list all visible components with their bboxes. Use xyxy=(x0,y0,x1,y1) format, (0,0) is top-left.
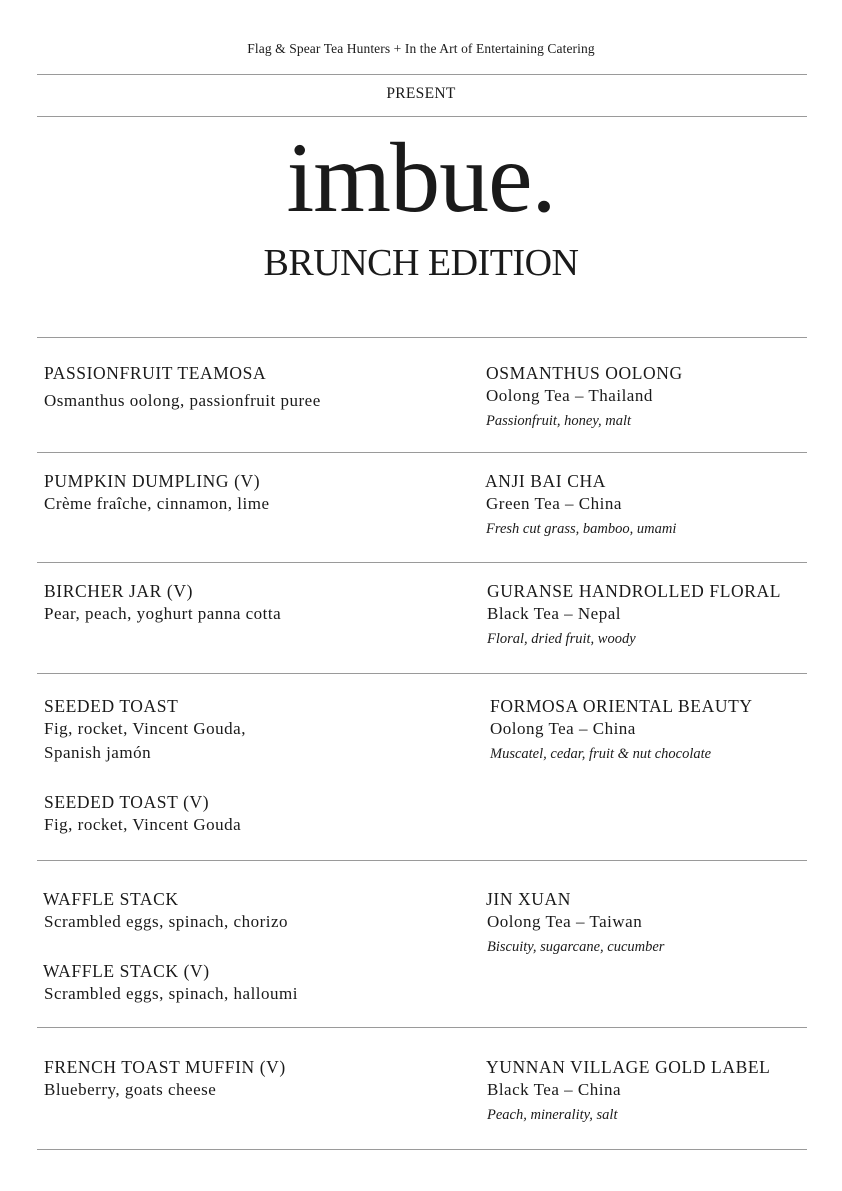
dish-description: Scrambled eggs, spinach, chorizo xyxy=(44,912,289,931)
tea-name: GURANSE HANDROLLED FLORAL xyxy=(487,581,782,601)
menu-subtitle: BRUNCH EDITION xyxy=(263,242,579,284)
tea-tasting-notes: Passionfruit, honey, malt xyxy=(486,413,631,429)
dish-description: Fig, rocket, Vincent Gouda xyxy=(44,815,242,834)
dish-description: Blueberry, goats cheese xyxy=(44,1080,217,1099)
dish-name: SEEDED TOAST (V) xyxy=(44,792,210,812)
section-divider xyxy=(37,337,807,338)
section-divider xyxy=(37,1149,807,1150)
tea-type: Oolong Tea – Taiwan xyxy=(487,912,643,931)
tea-type: Black Tea – Nepal xyxy=(487,604,621,623)
dish-name: PASSIONFRUIT TEAMOSA xyxy=(44,363,267,383)
dish-name: PUMPKIN DUMPLING (V) xyxy=(44,471,261,491)
tea-type: Black Tea – China xyxy=(487,1080,621,1099)
dish-name: WAFFLE STACK xyxy=(43,889,179,909)
dish-name: WAFFLE STACK (V) xyxy=(43,961,210,981)
tea-tasting-notes: Biscuity, sugarcane, cucumber xyxy=(487,939,665,955)
menu-title: imbue. xyxy=(286,122,556,233)
dish-name: BIRCHER JAR (V) xyxy=(44,581,194,601)
dish-description: Crème fraîche, cinnamon, lime xyxy=(44,494,270,513)
dish-description: Scrambled eggs, spinach, halloumi xyxy=(44,984,298,1003)
tea-name: OSMANTHUS OOLONG xyxy=(486,363,683,383)
tea-name: FORMOSA ORIENTAL BEAUTY xyxy=(490,696,753,716)
header-divider-top xyxy=(37,74,807,75)
tea-name: ANJI BAI CHA xyxy=(485,471,606,491)
present-label: PRESENT xyxy=(386,85,456,102)
tea-tasting-notes: Fresh cut grass, bamboo, umami xyxy=(486,521,677,537)
section-divider xyxy=(37,860,807,861)
tea-type: Oolong Tea – Thailand xyxy=(486,386,653,405)
tea-name: JIN XUAN xyxy=(486,889,572,909)
dish-description: Spanish jamón xyxy=(44,743,152,762)
presenters-line: Flag & Spear Tea Hunters + In the Art of Entertaining Catering xyxy=(247,41,595,56)
dish-description: Pear, peach, yoghurt panna cotta xyxy=(44,604,282,623)
tea-tasting-notes: Floral, dried fruit, woody xyxy=(487,631,636,647)
dish-description: Osmanthus oolong, passionfruit puree xyxy=(44,391,321,410)
dish-name: FRENCH TOAST MUFFIN (V) xyxy=(44,1057,286,1077)
header-divider-bottom xyxy=(37,116,807,117)
dish-name: SEEDED TOAST xyxy=(44,696,179,716)
tea-type: Green Tea – China xyxy=(486,494,622,513)
tea-name: YUNNAN VILLAGE GOLD LABEL xyxy=(486,1057,771,1077)
section-divider xyxy=(37,452,807,453)
section-divider xyxy=(37,673,807,674)
section-divider xyxy=(37,562,807,563)
tea-type: Oolong Tea – China xyxy=(490,719,636,738)
section-divider xyxy=(37,1027,807,1028)
tea-tasting-notes: Muscatel, cedar, fruit & nut chocolate xyxy=(490,746,712,762)
tea-tasting-notes: Peach, minerality, salt xyxy=(487,1107,618,1123)
dish-description: Fig, rocket, Vincent Gouda, xyxy=(44,719,246,738)
